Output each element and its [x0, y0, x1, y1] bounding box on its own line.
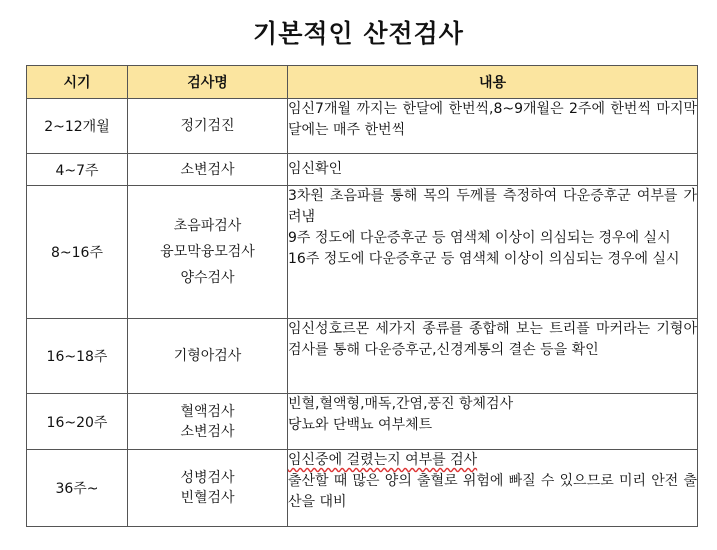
table-row: [27, 154, 698, 186]
exam-cell: [128, 394, 288, 450]
exam-name: 정기검진: [180, 118, 235, 134]
exam-name: 성병검사: [180, 470, 235, 486]
header-content: 내용: [288, 66, 698, 99]
exam-name: 혈액검사: [180, 403, 235, 420]
content-cell: [288, 186, 698, 319]
period-cell: 36주~: [27, 450, 128, 527]
table-row: [27, 450, 698, 527]
exam-name: 초음파검사: [173, 218, 242, 234]
content-cell: [288, 319, 698, 394]
period-cell: 2~12개월: [27, 99, 128, 154]
header-period: 시기: [27, 66, 128, 99]
header-exam-name: 검사명: [128, 66, 288, 99]
content-cell: [288, 99, 698, 154]
exam-name: 소변검사: [180, 161, 235, 178]
exam-cell: [128, 186, 288, 319]
table-row: [27, 99, 698, 154]
content-text: 당뇨와 단백뇨 여부체트: [288, 417, 433, 433]
exam-name: 융모막융모검사: [160, 244, 255, 260]
exam-name: 빈혈검사: [180, 490, 235, 506]
content-text: 16주 정도에 다운증후군 등 염색체 이상이 의심되는 경우에 실시: [288, 251, 680, 267]
period-cell: 16~20주: [27, 394, 128, 450]
table-row: [27, 319, 698, 394]
exam-cell: [128, 99, 288, 154]
content-text: 9주 정도에 다운증후군 등 염색체 이상이 의심되는 경우에 실시: [288, 230, 671, 246]
table-row: [27, 394, 698, 450]
content-text: 출산할 때 많은 양의 출혈로 위험에 빠질 수 있으므로 미리 안전 출산을 대비: [288, 473, 697, 510]
content-cell: [288, 450, 698, 527]
content-text: 임신중에 걸렸는지 여부를 검사: [288, 452, 478, 468]
exam-name: 기형아검사: [173, 348, 242, 364]
page-title: 기본적인 산전검사: [253, 19, 464, 48]
exam-name: 소변검사: [180, 423, 235, 440]
content-text: 임신확인: [288, 161, 343, 177]
prenatal-test-table: [26, 65, 698, 527]
content-text: 임신성호르몬 세가지 종류를 종합해 보는 트리플 마커라는 기형아 검사를 통해 다운증후군,신경계통의 결손 등을 확인: [288, 321, 697, 358]
exam-name: 양수검사: [180, 270, 235, 286]
exam-cell: [128, 450, 288, 527]
period-cell: 8~16주: [27, 186, 128, 319]
content-text: 3차원 초음파를 통해 목의 두께를 측정하여 다운증후군 여부를 가려냄: [288, 188, 697, 225]
content-cell: [288, 154, 698, 186]
content-cell: [288, 394, 698, 450]
content-text: 빈혈,혈액형,매독,간염,풍진 항체검사: [288, 396, 514, 412]
table-header-row: [27, 66, 698, 99]
period-cell: 4~7주: [27, 154, 128, 186]
table-row: [27, 186, 698, 319]
period-cell: 16~18주: [27, 319, 128, 394]
exam-cell: [128, 154, 288, 186]
exam-cell: [128, 319, 288, 394]
content-text: 임신7개월 까지는 한달에 한번씩,8~9개월은 2주에 한번씩 마지막 달에는 매주 한번씩: [288, 101, 697, 138]
